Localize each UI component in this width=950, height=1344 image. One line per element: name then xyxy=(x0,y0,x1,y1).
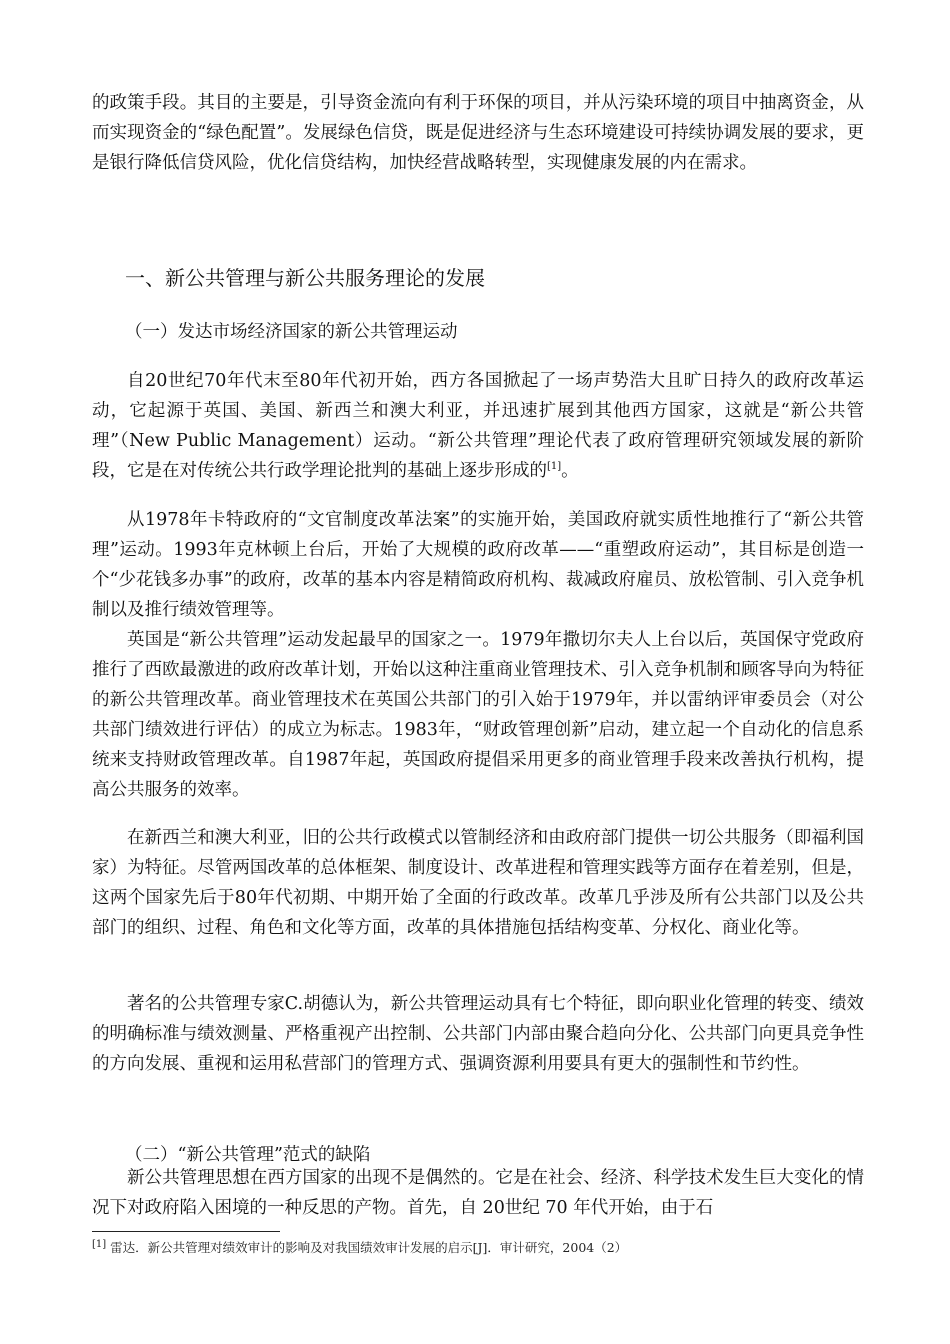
paragraph-origin xyxy=(92,366,864,486)
paragraph-hood: 著名的公共管理专家C.胡德认为，新公共管理运动具有七个特征，即向职业化管理的转变、绩效的明确标准与绩效测量、严格重视产出控制、公共部门内部由聚合趋向分化、公共部门向更具竞争性的方向发展、重视和运用私营部门的管理方式、强调资源利用要具有更大的强制性和节约性。 xyxy=(92,994,864,1074)
paragraph-origin-text: 自20世纪70年代末至80年代初开始，西方各国掀起了一场声势浩大且旷日持久的政府改革运动，它起源于英国、美国、新西兰和澳大利亚，并迅速扩展到其他西方国家，这就是“新公共管理”（New Public Management）运动。“新公共管理”理论代表了政府管理研究领域发展的新阶段，它是在对传统公共行政学理论批判的基础上逐步形成的 xyxy=(92,371,864,481)
subsection-heading-1: （一）发达市场经济国家的新公共管理运动 xyxy=(125,322,458,342)
section-heading: 一、新公共管理与新公共服务理论的发展 xyxy=(125,266,485,290)
subsection-heading-2: （二）“新公共管理”范式的缺陷 xyxy=(125,1145,371,1165)
paragraph-usa: 从1978年卡特政府的“文官制度改革法案”的实施开始，美国政府就实质性地推行了“新公共管理”运动。1993年克林顿上台后，开始了大规模的政府改革——“重塑政府运动”，其目标是创造一个“少花钱多办事”的政府，改革的基本内容是精简政府机构、裁减政府雇员、放松管制、引入竞争机制以及推行绩效管理等。 xyxy=(92,510,864,620)
paragraph-intro: 的政策手段。其目的主要是，引导资金流向有利于环保的项目，并从污染环境的项目中抽离资金，从而实现资金的“绿色配置”。发展绿色信贷，既是促进经济与生态环境建设可持续协调发展的要求，更是银行降低信贷风险，优化信贷结构，加快经营战略转型，实现健康发展的内在需求。 xyxy=(92,93,864,173)
footnote-ref: [1] xyxy=(92,1238,107,1250)
footnote xyxy=(92,1238,627,1256)
paragraph-uk: 英国是“新公共管理”运动发起最早的国家之一。1979年撒切尔夫人上台以后，英国保守党政府推行了西欧最激进的政府改革计划，开始以这种注重商业管理技术、引入竞争机制和顾客导向为特征的新公共管理改革。商业管理技术在英国公共部门的引入始于1979年，并以雷纳评审委员会（对公共部门绩效进行评估）的成立为标志。1983年，“财政管理创新”启动，建立起一个自动化的信息系统来支持财政管理改革。自1987年起，英国政府提倡采用更多的商业管理手段来改善执行机构，提高公共服务的效率。 xyxy=(92,630,864,800)
citation-ref[interactable]: [1] xyxy=(547,461,562,473)
paragraph-nz-au: 在新西兰和澳大利亚，旧的公共行政模式以管制经济和由政府部门提供一切公共服务（即福利国家）为特征。尽管两国改革的总体框架、制度设计、改革进程和管理实践等方面存在着差别，但是，这两个国家先后于80年代初期、中期开始了全面的行政改革。改革几乎涉及所有公共部门以及公共部门的组织、过程、角色和文化等方面，改革的具体措施包括结构变革、分权化、商业化等。 xyxy=(92,828,864,938)
paragraph-shortcomings: 新公共管理思想在西方国家的出现不是偶然的。它是在社会、经济、科学技术发生巨大变化的情况下对政府陷入困境的一种反思的产物。首先，自 20世纪 70 年代开始，由于石 xyxy=(92,1168,864,1218)
paragraph-origin-end: 。 xyxy=(561,461,579,481)
footnote-divider xyxy=(92,1231,280,1232)
footnote-text: 雷达．新公共管理对绩效审计的影响及对我国绩效审计发展的启示[J]．审计研究，2004（2） xyxy=(106,1240,628,1255)
